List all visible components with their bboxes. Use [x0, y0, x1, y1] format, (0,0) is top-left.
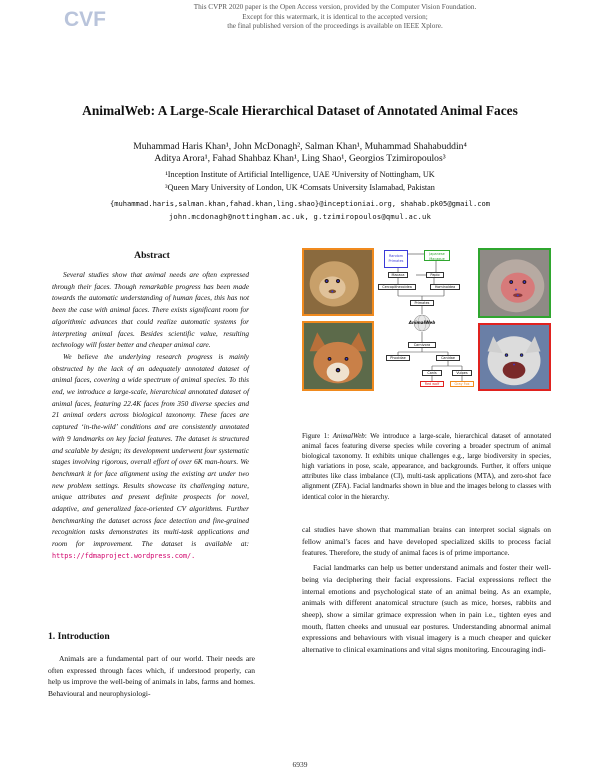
watermark-line-2: Except for this watermark, it is identical to the accepted version; — [242, 12, 428, 21]
introduction-heading: 1. Introduction — [48, 631, 110, 642]
email-line-1: {muhammad.haris,salman.khan,fahad.khan,ling.shao}@inceptioniai.org, shahab.pk05@gmail.com — [109, 199, 491, 208]
affiliation-line-2: ³Queen Mary University of London, UK ⁴Comsats University Islamabad, Pakistan — [165, 182, 435, 192]
caption-body: : We introduce a large-scale, hierarchical dataset of annotated animal faces featuring diverse species while covering a broader spectrum of animal biological taxonomy. It exhibits unique challenges e.g., large biodiversity in species, high variations in pose, scale, appearance, and backgrounds. Further, it offers unique attributes like class imbalance (CI), multi-task applications (MTA), and zero-shot face alignment (ZFA). Facial landmarks shown in blue and the images belong to classes with identical color in the hierarchy. — [302, 432, 551, 501]
node-japanese-macaque: Japanese Macaque — [424, 250, 450, 261]
wolf-photo-graphic — [480, 325, 549, 389]
primate-photo-graphic — [304, 250, 372, 314]
node-macaca: Macaca — [388, 272, 408, 278]
abstract-paragraph-1: Several studies show that animal needs are often expressed through their faces. Though remarkable progress has been made towards the automatic understanding of human faces, this has not been the case with animal faces. There exists significant room for algorithmic advances that could realize automatic systems for interpreting animal faces. Besides scientific value, resulting technology will foster better and cheaper animal care. — [52, 270, 249, 350]
cvf-logo-graphic — [62, 6, 112, 30]
caption-label: Figure 1: — [302, 432, 333, 440]
authors-line-2: Aditya Arora¹, Fahad Shahbaz Khan¹, Ling Shao¹, Georgios Tzimiropoulos³ — [154, 153, 446, 164]
introduction-paragraph-1: Animals are a fundamental part of our world. Their needs are often expressed through faces which, if understood properly, can help us improve the well-being of animals in labs, farms and homes. Behavioural and neurophysiologi- — [48, 654, 255, 699]
node-random-primates: Random Primates — [384, 250, 408, 268]
macaque-photo-graphic — [480, 250, 549, 316]
authors-line-1: Muhammad Haris Khan¹, John McDonagh², Salman Khan¹, Muhammad Shahabuddin⁴ — [133, 141, 467, 152]
author-list — [0, 141, 600, 165]
node-cercopithecoidea: Cercopithecoidea — [378, 284, 416, 290]
node-papio: Papio — [426, 272, 444, 278]
node-vulpes: Vulpes — [452, 370, 472, 376]
caption-emphasis: AnimalWeb — [332, 432, 365, 440]
cvf-logo — [62, 6, 112, 30]
node-animalweb: AnimalWeb — [408, 320, 436, 325]
fox-photo-graphic — [304, 323, 372, 389]
figure-1-caption — [302, 431, 551, 502]
affiliation-line-1: ¹Inception Institute of Artificial Intelligence, UAE ²University of Nottingham, UK — [165, 170, 435, 179]
node-gray-fox: Gray Fox — [450, 381, 474, 387]
dataset-link[interactable]: https://fdmaproject.wordpress.com/. — [52, 551, 196, 560]
photo-random-primate — [302, 248, 374, 316]
photo-red-wolf — [478, 323, 551, 391]
introduction-text — [48, 653, 255, 700]
abstract-paragraph-2-text: We believe the underlying research progress is mainly obstructed by the lack of an adequately annotated dataset of animal faces, covering a wide spectrum of animal species. To this end, we introduce a large-scale, hierarchical annotated dataset of animal faces, featuring 22.4K faces from 350 diverse species and 21 animal orders across biological taxonomy. These faces are captured ‘in-the-wild’ conditions and are consistently annotated with 9 landmarks on key facial features. The dataset is structured and scalable by design; its development underwent four systematic stages involving rigorous, overall effort of over 6K man-hours. We benchmark it for face alignment using the existing art under two new problem settings. Results showcase its challenging nature, unique attributes and present definite prospects for novel, adaptive, and generalized face-oriented CV algorithms. Further benchmarking the dataset across face detection and fine-grained recognition tasks demonstrates its multi-task applications and room for improvement. The dataset is available at: — [52, 351, 249, 549]
cvf-logo-text: CVF — [64, 8, 106, 30]
right-paragraph-2: Facial landmarks can help us better understand animals and foster their well-being via deciphering their facial expressions. Facial expressions reflect the internal emotions and psychological state of an animal being. As an example, animals with different anatomical structure (such as mice, horses, rabbits and sheep), show a similar grimace expression when in pain i.e., tighten eyes and mouth, flatten cheeks and unusual ear postures. Understanding abnormal animal expressions and behaviours with visual imagery is a much cheaper and quicker alternative to clinical examinations and vital signs monitoring. Encouraging indi- — [302, 563, 551, 655]
abstract-heading: Abstract — [134, 250, 170, 261]
taxonomy-tree — [378, 248, 474, 391]
photo-japanese-macaque — [478, 248, 551, 318]
author-emails — [0, 198, 600, 223]
node-canis: Canis — [422, 370, 442, 376]
node-red-wolf: Red wolf — [420, 381, 444, 387]
affiliations — [0, 169, 600, 194]
right-paragraph-1: cal studies have shown that mammalian brains can interpret social signals on fellow animal’s faces and have developed specialized skills to process facial features. Therefore, the study of animal faces is of prime importance. — [302, 525, 551, 558]
node-carnivora: Carnivora — [408, 342, 436, 348]
watermark-line-3: the final published version of the proceedings is available on IEEE Xplore. — [227, 22, 443, 31]
node-canidae: Canidae — [436, 355, 460, 361]
paper-title: AnimalWeb: A Large-Scale Hierarchical Dataset of Annotated Animal Faces — [82, 103, 518, 118]
page-number: 6939 — [292, 760, 308, 769]
figure-1 — [302, 248, 551, 391]
watermark-notice — [130, 3, 540, 32]
right-column-text — [302, 524, 551, 656]
abstract-text — [52, 269, 249, 563]
node-phocidae: Phocidae — [386, 355, 410, 361]
node-primates: Primates — [410, 300, 434, 306]
email-line-2: john.mcdonagh@nottingham.ac.uk, g.tzimiropoulos@qmul.ac.uk — [168, 211, 432, 221]
watermark-line-1: This CVPR 2020 paper is the Open Access version, provided by the Computer Vision Foundation. — [193, 3, 477, 11]
photo-gray-fox — [302, 321, 374, 391]
abstract-paragraph-2 — [52, 351, 249, 563]
node-hominoidea: Hominoidea — [430, 284, 460, 290]
